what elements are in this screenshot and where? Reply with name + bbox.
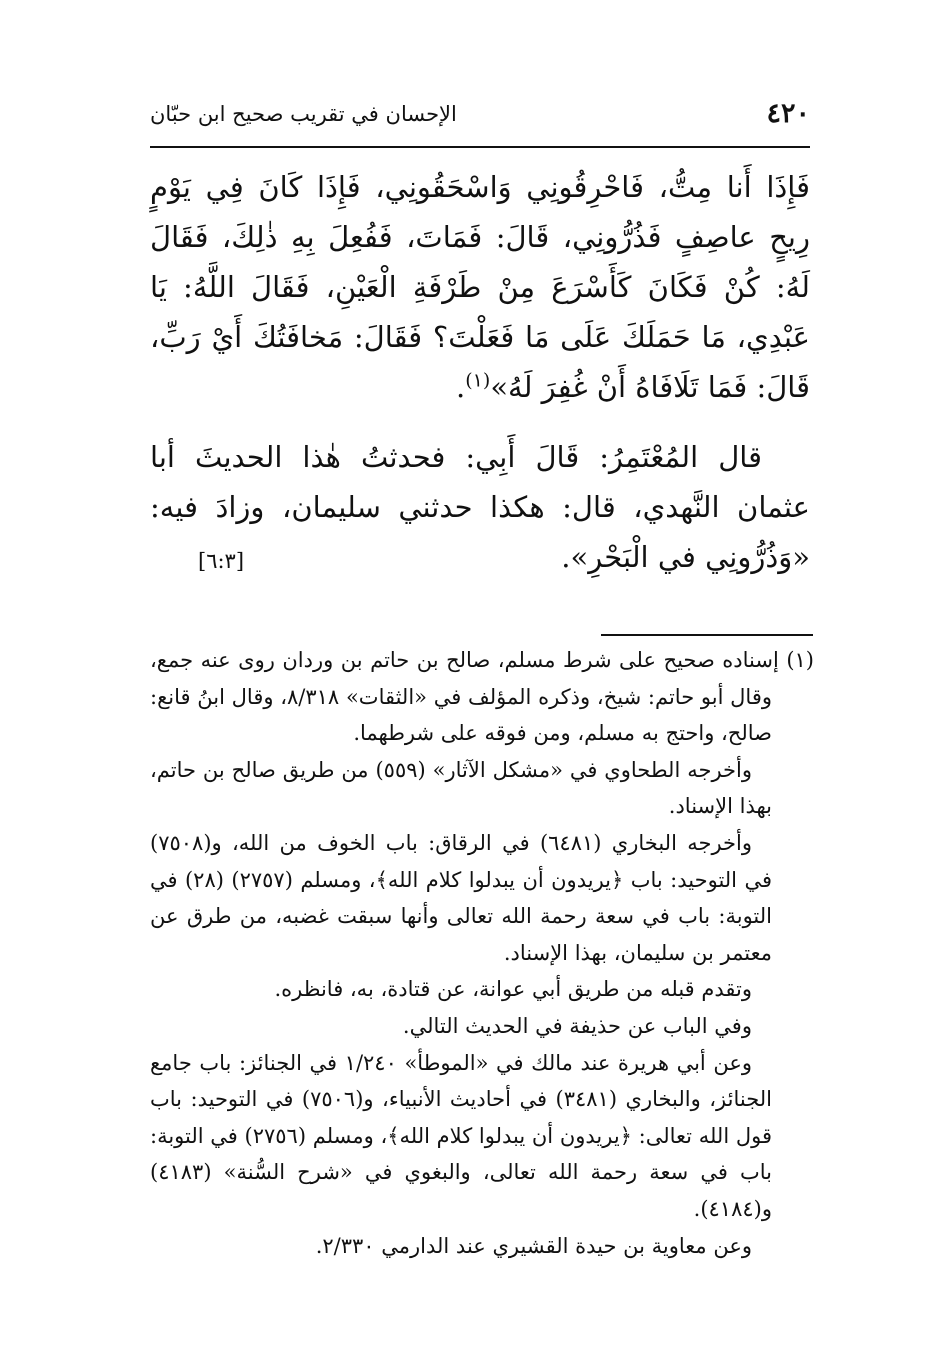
footnotes: [150, 642, 814, 1264]
hadith-paragraph: [150, 162, 810, 412]
footnote-rule: [601, 634, 813, 636]
commentary-text: قال المُعْتَمِرُ: قَالَ أَبِي: فحدثتُ هٰذا الحديثَ أبا عثمان النَّهدي، قال: هكذا حدثني سليمان، وزادَ فيه: «وَذُرُّونِي في الْبَحْرِ».: [150, 440, 810, 574]
running-title: الإحسان في تقريب صحيح ابن حبّان: [150, 102, 457, 126]
footnote-number: (١): [786, 648, 814, 672]
hadith-reference: [٦:٣]: [198, 549, 245, 573]
page-number: ٤٢٠: [766, 98, 810, 129]
footnote-1: [150, 642, 814, 752]
hadith-text: فَإِذَا أَنا مِتُّ، فَاحْرِقُونِي وَاسْحَقُونِي، فَإِذَا كَانَ فِي يَوْمٍ رِيحٍ عاصِفٍ فَذُرُّونِي، قَالَ: فَمَاتَ، فَفُعِلَ بِهِ ذٰلِكَ، فَقَالَ لَهُ: كُنْ فَكَانَ كَأَسْرَعَ مِنْ طَرْفَةِ الْعَيْنِ، فَقَالَ اللَّهُ: يَا عَبْدِي، مَا حَمَلَكَ عَلَى مَا فَعَلْتَ؟ فَقَالَ: مَخافَتُكَ أَيْ رَبِّ، قَالَ: فَمَا تَلَافَاهُ أَنْ غُفِرَ لَهُ»: [150, 170, 810, 404]
footnote-paragraph: وعن معاوية بن حيدة القشيري عند الدارمي ٢/٣٣٠.: [315, 1233, 752, 1258]
footnote-1-text: إسناده صحيح على شرط مسلم، صالح بن حاتم بن وردان روى عنه جمع، وقال أبو حاتم: شيخ، وذكره المؤلف في «الثقات» ٨/٣١٨، وقال ابنُ قانع: صالح، واحتج به مسلم، ومن فوقه على شرطهما.: [150, 648, 779, 746]
header-rule: [150, 146, 810, 148]
footnote-paragraph: وتقدم قبله من طريق أبي عوانة، عن قتادة، به، فانظره.: [274, 977, 752, 1002]
footnote-paragraph: وأخرجه الطحاوي في «مشكل الآثار» (٥٥٩) من طريق صالح بن حاتم، بهذا الإسناد.: [150, 757, 772, 819]
footnote-paragraph: وفي الباب عن حذيفة في الحديث التالي.: [402, 1013, 752, 1038]
commentary-paragraph: [150, 432, 810, 582]
footnote-marker[interactable]: (١): [465, 369, 491, 392]
paragraph-end: .: [456, 370, 466, 404]
footnote-paragraph: وعن أبي هريرة عند مالك في «الموطأ» ١/٢٤٠ في الجنائز: باب جامع الجنائز، والبخاري (٣٤٨١) في أحاديث الأنبياء، و(٧٥٠٦) في التوحيد: باب قول الله تعالى: ﴿يريدون أن يبدلوا كلام الله﴾، ومسلم (٢٧٥٦) في التوبة: باب في سعة رحمة الله تعالى، والبغوي في «شرح السُّنة» (٤١٨٣) و(٤١٨٤).: [150, 1050, 773, 1221]
main-text: [150, 162, 810, 586]
footnote-paragraph: وأخرجه البخاري (٦٤٨١) في الرقاق: باب الخوف من الله، و(٧٥٠٨) في التوحيد: باب ﴿يريدون أن يبدلوا كلام الله﴾، ومسلم (٢٧٥٧) (٢٨) في التوبة: باب في سعة رحمة الله تعالى وأنها سبقت غضبه، من طرق عن معتمر بن سليمان، بهذا الإسناد.: [150, 830, 772, 965]
running-header: [150, 96, 810, 140]
